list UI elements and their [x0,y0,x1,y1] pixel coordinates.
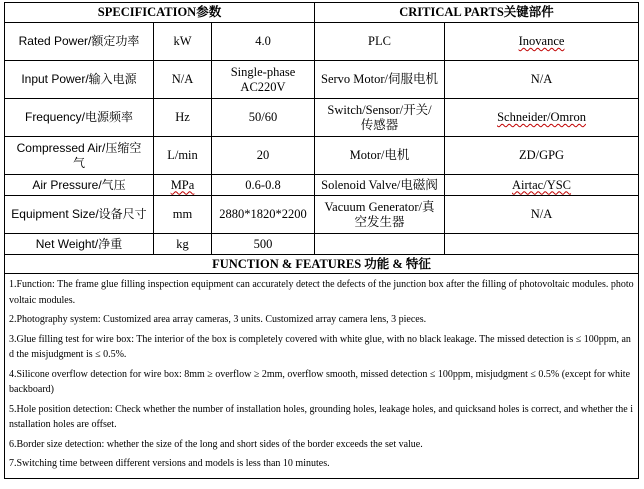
spec-name: Rated Power/额定功率 [5,23,154,61]
spec-value: 50/60 [212,99,315,137]
spec-unit [154,175,212,196]
spec-title: SPECIFICATION参数 [5,3,315,23]
spec-name: Equipment Size/设备尺寸 [5,196,154,234]
part-name: Vacuum Generator/真空发生器 [315,196,445,234]
table-row [5,99,639,137]
feature-item: 6.Border size detection: whether the size of the long and short sides of the border exceeds the set value. [9,438,423,450]
spec-unit: kg [154,234,212,255]
features-cell [5,274,639,479]
part-brand [445,175,639,196]
spec-name: Compressed Air/压缩空气 [5,137,154,175]
table-row [5,23,639,61]
table-row [5,175,639,196]
spec-value: 2880*1820*2200 [212,196,315,234]
spec-name: Input Power/输入电源 [5,61,154,99]
part-brand-text: Airtac/YSC [512,177,572,192]
features-title: FUNCTION & FEATURES 功能 & 特征 [5,255,639,274]
features-row [5,274,639,479]
critical-parts-title: CRITICAL PARTS关键部件 [315,3,639,23]
spec-name: Air Pressure/气压 [5,175,154,196]
table-row [5,61,639,99]
part-brand-text: Inovance [518,34,565,48]
part-brand-text: Schneider/Omron [497,110,586,124]
spec-unit: N/A [154,61,212,99]
spec-unit: kW [154,23,212,61]
feature-item: 2.Photography system: Customized area array cameras, 3 units. Customized array camera lens, 3 pieces. [9,314,427,325]
spec-table [4,2,639,479]
part-name: Switch/Sensor/开关/传感器 [315,99,445,137]
part-name: Solenoid Valve/电磁阀 [315,175,445,196]
part-brand: N/A [445,196,639,234]
feature-item: 7.Switching time between different versions and models is less than 10 minutes. [9,458,330,469]
specification-sheet [4,2,638,486]
features-list [9,277,634,472]
part-name: PLC [315,23,445,61]
spec-value: 0.6-0.8 [212,175,315,196]
part-brand [445,99,639,137]
spec-unit: L/min [154,137,212,175]
spec-name: Frequency/电源频率 [5,99,154,137]
part-name: Servo Motor/伺服电机 [315,61,445,99]
spec-unit-text: MPa [170,177,195,192]
part-brand: ZD/GPG [445,137,639,175]
spec-unit: Hz [154,99,212,137]
table-row [5,234,639,255]
feature-item: 3.Glue filling test for wire box: The interior of the box is completely covered with white glue, with no black leakage. The missed detection is ≤ 100ppm, and the misjudgment is ≤ 0.5%. [9,333,631,360]
part-name: Motor/电机 [315,137,445,175]
spec-unit: mm [154,196,212,234]
table-row [5,137,639,175]
spec-value: 4.0 [212,23,315,61]
feature-item: 5.Hole position detection: Check whether the number of installation holes, grounding holes, leakage holes, and quicksand holes is correct, and whether the installation holes are offset. [9,403,634,430]
spec-value: 500 [212,234,315,255]
feature-item: 4.Silicone overflow detection for wire box: 8mm ≥ overflow ≥ 2mm, overflow smooth, missed detection ≤ 100ppm, misjudgment ≤ 0.5% (except for white backboard) [9,368,631,395]
spec-name: Net Weight/净重 [5,234,154,255]
feature-item: 1.Function: The frame glue filling inspection equipment can accurately detect the defects of the junction box after the filling of photovoltaic modules. photovoltaic modules. [9,279,634,306]
table-row [5,196,639,234]
features-title-row [5,255,639,274]
part-brand [445,234,639,255]
part-brand: N/A [445,61,639,99]
part-name [315,234,445,255]
spec-value: 20 [212,137,315,175]
header-row [5,3,639,23]
spec-value: Single-phase AC220V [212,61,315,99]
part-brand [445,23,639,61]
